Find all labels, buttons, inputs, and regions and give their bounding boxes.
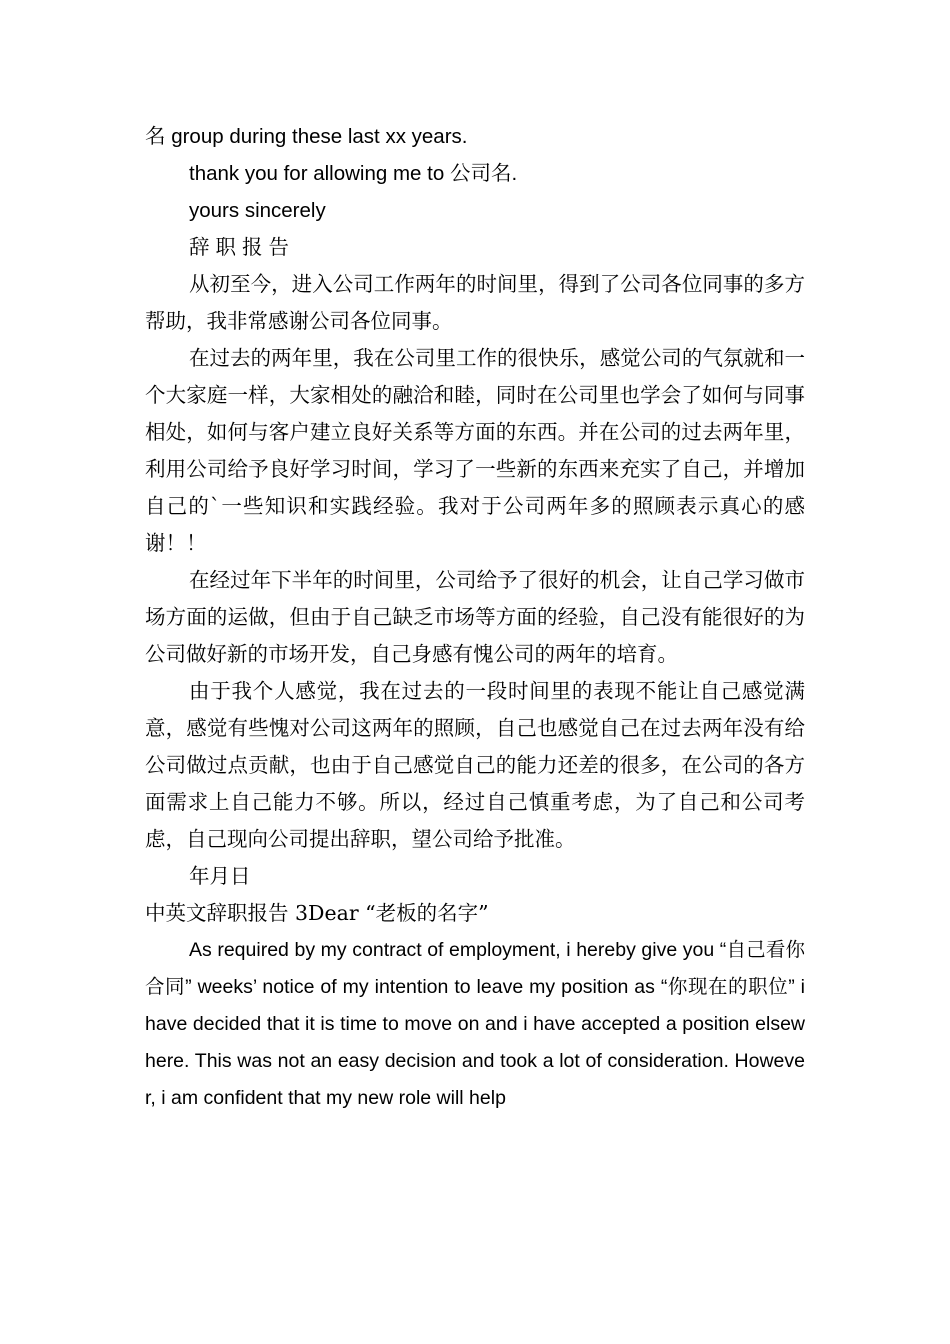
- paragraph-intro: 从初至今，进入公司工作两年的时间里，得到了公司各位同事的多方帮助，我非常感谢公司各位同事。: [145, 272, 805, 333]
- paragraph-past-two-years: 在过去的两年里，我在公司里工作的很快乐，感觉公司的气氛就和一个大家庭一样，大家相处的融洽和睦，同时在公司里也学会了如何与同事相处，如何与客户建立良好关系等方面的东西。并在公司的过去两年里，利用公司给予良好学习时间，学习了一些新的东西来充实了自己，并增加自己的`一些知识和实践经验。我对于公司两年多的照顾表示真心的感谢！！: [145, 346, 805, 555]
- paragraph-english-letter: As required by my contract of employment, i hereby give you “自己看你合同” weeks’ notice of my intention to leave my position as “你现在的职位” i have decided that it is time to move on and i have accepted a position elsewhere. This was not an easy decision and took a lot of consideration. However, i am confident that my new role will help: [145, 939, 805, 1109]
- section-heading-english-letter: 中英文辞职报告 3Dear “老板的名字”: [145, 901, 489, 925]
- section-title: 辞职报告: [189, 235, 295, 259]
- document-body: [145, 118, 805, 1117]
- paragraph-market-work: 在经过年下半年的时间里，公司给予了很好的机会，让自己学习做市场方面的运做，但由于自己缺乏市场等方面的经验，自己没有能很好的为公司做好新的市场开发，自己身感有愧公司的两年的培育。: [145, 568, 805, 666]
- paragraph-date: 年月日: [189, 864, 251, 888]
- paragraph-resignation-reason: 由于我个人感觉，我在过去的一段时间里的表现不能让自己感觉满意，感觉有些愧对公司这两年的照顾，自己也感觉自己在过去两年没有给公司做过点贡献，也由于自己感觉自己的能力还差的很多，在公司的各方面需求上自己能力不够。所以，经过自己慎重考虑，为了自己和公司考虑，自己现向公司提出辞职，望公司给予批准。: [145, 679, 805, 851]
- paragraph-signoff: yours sincerely: [189, 199, 326, 222]
- paragraph-thanks: thank you for allowing me to 公司名.: [189, 162, 518, 185]
- paragraph-closing-line: 名 group during these last xx years.: [145, 125, 468, 148]
